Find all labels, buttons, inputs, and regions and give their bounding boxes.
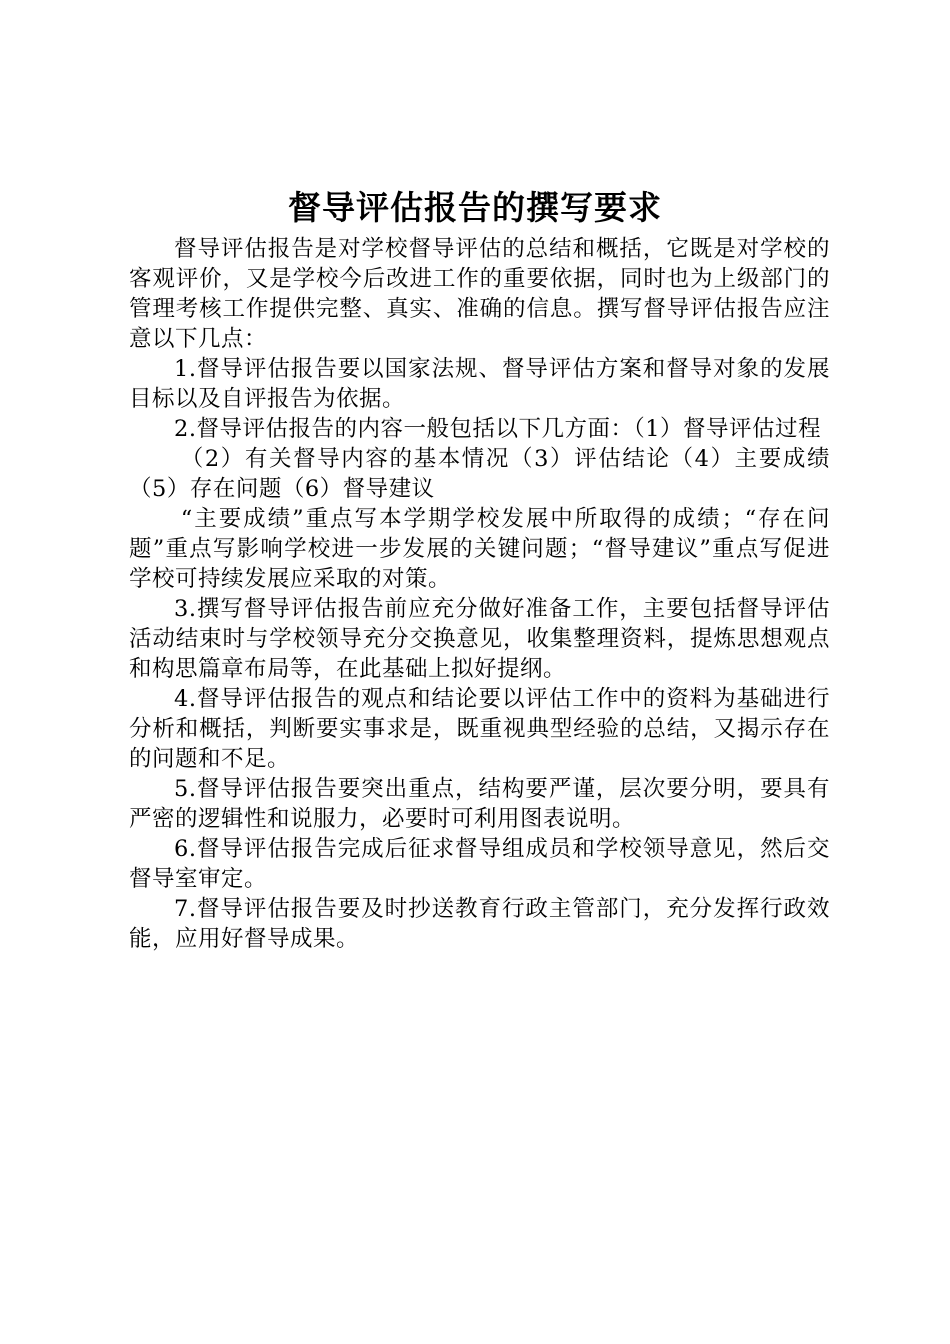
paragraph-intro: 督导评估报告是对学校督导评估的总结和概括，它既是对学校的客观评价，又是学校今后改进工作的重要依据，同时也为上级部门的管理考核工作提供完整、真实、准确的信息。撰写督导评估报告应注意以下几点： bbox=[129, 236, 830, 352]
paragraph-item-6: 6.督导评估报告完成后征求督导组成员和学校领导意见，然后交督导室审定。 bbox=[129, 836, 830, 892]
paragraph-item-2-continued: （2）有关督导内容的基本情况（3）评估结论（4）主要成绩（5）存在问题（6）督导建议 bbox=[129, 446, 830, 502]
paragraph-item-2: 2.督导评估报告的内容一般包括以下几方面：（1）督导评估过程 bbox=[174, 416, 822, 442]
paragraph-item-4: 4.督导评估报告的观点和结论要以评估工作中的资料为基础进行分析和概括，判断要实事求是，既重视典型经验的总结，又揭示存在的问题和不足。 bbox=[129, 686, 830, 772]
document-title: 督导评估报告的撰写要求 bbox=[288, 188, 662, 227]
paragraph-item-7: 7.督导评估报告要及时抄送教育行政主管部门，充分发挥行政效能，应用好督导成果。 bbox=[129, 896, 830, 952]
paragraph-item-2-notes: “主要成绩”重点写本学期学校发展中所取得的成绩；“存在问题”重点写影响学校进一步发展的关键问题；“督导建议”重点写促进学校可持续发展应采取的对策。 bbox=[129, 506, 830, 592]
paragraph-item-3: 3.撰写督导评估报告前应充分做好准备工作，主要包括督导评估活动结束时与学校领导充分交换意见，收集整理资料，提炼思想观点和构思篇章布局等，在此基础上拟好提纲。 bbox=[129, 596, 830, 682]
paragraph-item-5: 5.督导评估报告要突出重点，结构要严谨，层次要分明，要具有严密的逻辑性和说服力，必要时可利用图表说明。 bbox=[129, 776, 830, 832]
document-body bbox=[129, 234, 830, 954]
paragraph-item-1: 1.督导评估报告要以国家法规、督导评估方案和督导对象的发展目标以及自评报告为依据。 bbox=[129, 356, 830, 412]
